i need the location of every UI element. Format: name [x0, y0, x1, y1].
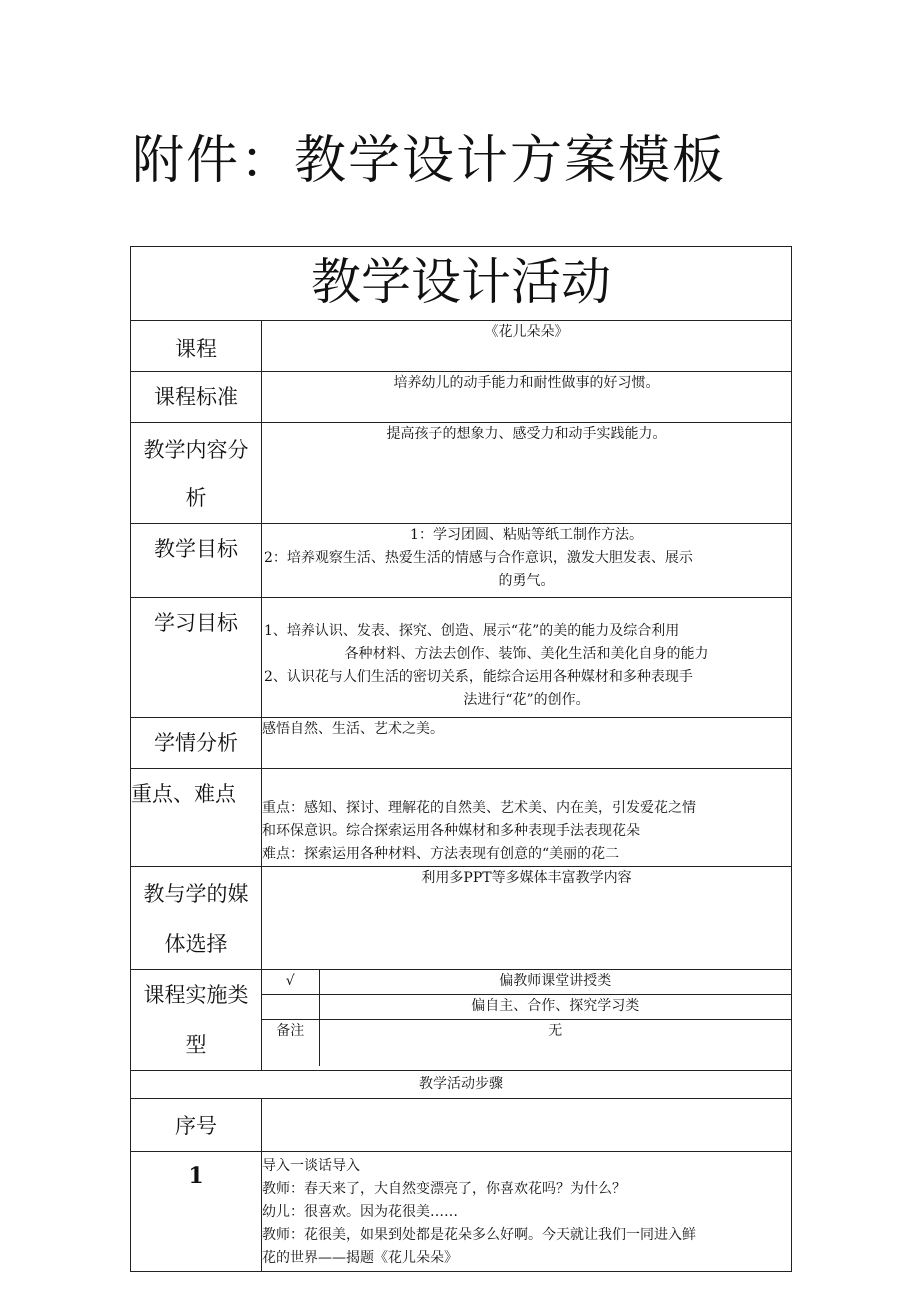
- seq-header-row: [131, 1099, 792, 1152]
- learning-goal-line: 2、认识花与人们生活的密切关系，能综合运用各种媒材和多种表现手: [264, 669, 693, 685]
- table-header: 教学设计活动: [311, 253, 611, 311]
- content-analysis-row: [131, 423, 792, 524]
- table-header-row: [131, 247, 792, 321]
- step-line: 教师：花很美，如果到处都是花朵多么好啊。今天就让我们一同进入鲜: [262, 1227, 696, 1243]
- teaching-goal-line: 1：学习团圆、粘贴等纸工制作方法。: [410, 527, 643, 543]
- step-line: 花的世界——揭题《花儿朵朵》: [262, 1250, 458, 1266]
- step-line: 幼儿：很喜欢。因为花很美……: [262, 1204, 458, 1220]
- teaching-goals-row: [131, 524, 792, 598]
- implementation-label-1: 课程实施类: [143, 983, 249, 1007]
- course-label: 课程: [175, 337, 217, 361]
- course-value: 《花儿朵朵》: [484, 324, 569, 340]
- implementation-option-text: 偏自主、合作、探究学习类: [319, 994, 791, 1019]
- teaching-goal-line: 2：培养观察生活、热爱生活的情感与合作意识，激发大胆发表、展示: [264, 550, 693, 566]
- standard-label: 课程标准: [154, 385, 238, 409]
- learning-goals-label: 学习目标: [154, 611, 238, 635]
- standard-row: [131, 372, 792, 423]
- content-analysis-label-2: 析: [185, 486, 207, 510]
- learning-goals-row: [131, 598, 792, 718]
- implementation-remark-row: [262, 1019, 791, 1066]
- teaching-goal-line: 的勇气。: [498, 573, 555, 589]
- step-line: 教师：春天来了，大自然变漂亮了，你喜欢花吗？为什么？: [262, 1181, 626, 1197]
- content-analysis-label-1: 教学内容分: [143, 438, 249, 462]
- key-point-line: 和环保意识。综合探索运用各种媒材和多种表现手法表现花朵: [262, 823, 640, 839]
- remark-label: 备注: [262, 1019, 319, 1066]
- step-row: [131, 1152, 792, 1272]
- steps-header: 教学活动步骤: [419, 1076, 503, 1092]
- learning-goal-line: 各种材料、方法去创作、装饰、美化生活和美化自身的能力: [344, 646, 709, 662]
- implementation-check-mark[interactable]: [262, 994, 319, 1019]
- media-row: [131, 867, 792, 970]
- remark-value: 无: [548, 1022, 563, 1039]
- implementation-label-2: 型: [185, 1033, 207, 1057]
- implementation-check-mark[interactable]: √: [262, 970, 319, 994]
- learner-analysis-label: 学情分析: [154, 731, 238, 755]
- key-points-row: [131, 769, 792, 867]
- seq-label: 序号: [175, 1114, 217, 1138]
- implementation-option-row: [262, 994, 791, 1019]
- learning-goal-line: 法进行“花”的创作。: [463, 692, 590, 708]
- teaching-goals-label: 教学目标: [154, 537, 238, 561]
- content-analysis-value: 提高孩子的想象力、感受力和动手实践能力。: [386, 426, 667, 442]
- media-label-2: 体选择: [164, 932, 228, 956]
- implementation-type-table: [262, 970, 791, 1066]
- key-points-label: 重点、难点: [131, 782, 236, 806]
- lesson-plan-table: [130, 246, 792, 1272]
- standard-value: 培养幼儿的动手能力和耐性做事的好习惯。: [393, 375, 660, 391]
- learner-analysis-row: [131, 718, 792, 769]
- key-point-line: 难点：探索运用各种材料、方法表现有创意的“美丽的花二: [262, 846, 620, 862]
- implementation-option-row: [262, 970, 791, 994]
- course-row: [131, 321, 792, 372]
- steps-header-row: [131, 1071, 792, 1099]
- learner-analysis-value: 感悟自然、生活、艺术之美。: [262, 721, 444, 737]
- step-line: 导入一谈话导入: [262, 1158, 360, 1174]
- implementation-row: [131, 970, 792, 1071]
- document-title: 附件：教学设计方案模板: [132, 131, 727, 191]
- media-value: 利用多PPT等多媒体丰富教学内容: [421, 870, 632, 886]
- step-number: 1: [188, 1163, 204, 1189]
- media-label-1: 教与学的媒: [143, 882, 249, 906]
- learning-goal-line: 1、培养认识、发表、探究、创造、展示“花”的美的能力及综合利用: [264, 623, 680, 639]
- implementation-option-text: 偏教师课堂讲授类: [319, 970, 791, 994]
- key-point-line: 重点：感知、探讨、理解花的自然美、艺术美、内在美，引发爱花之情: [262, 800, 696, 816]
